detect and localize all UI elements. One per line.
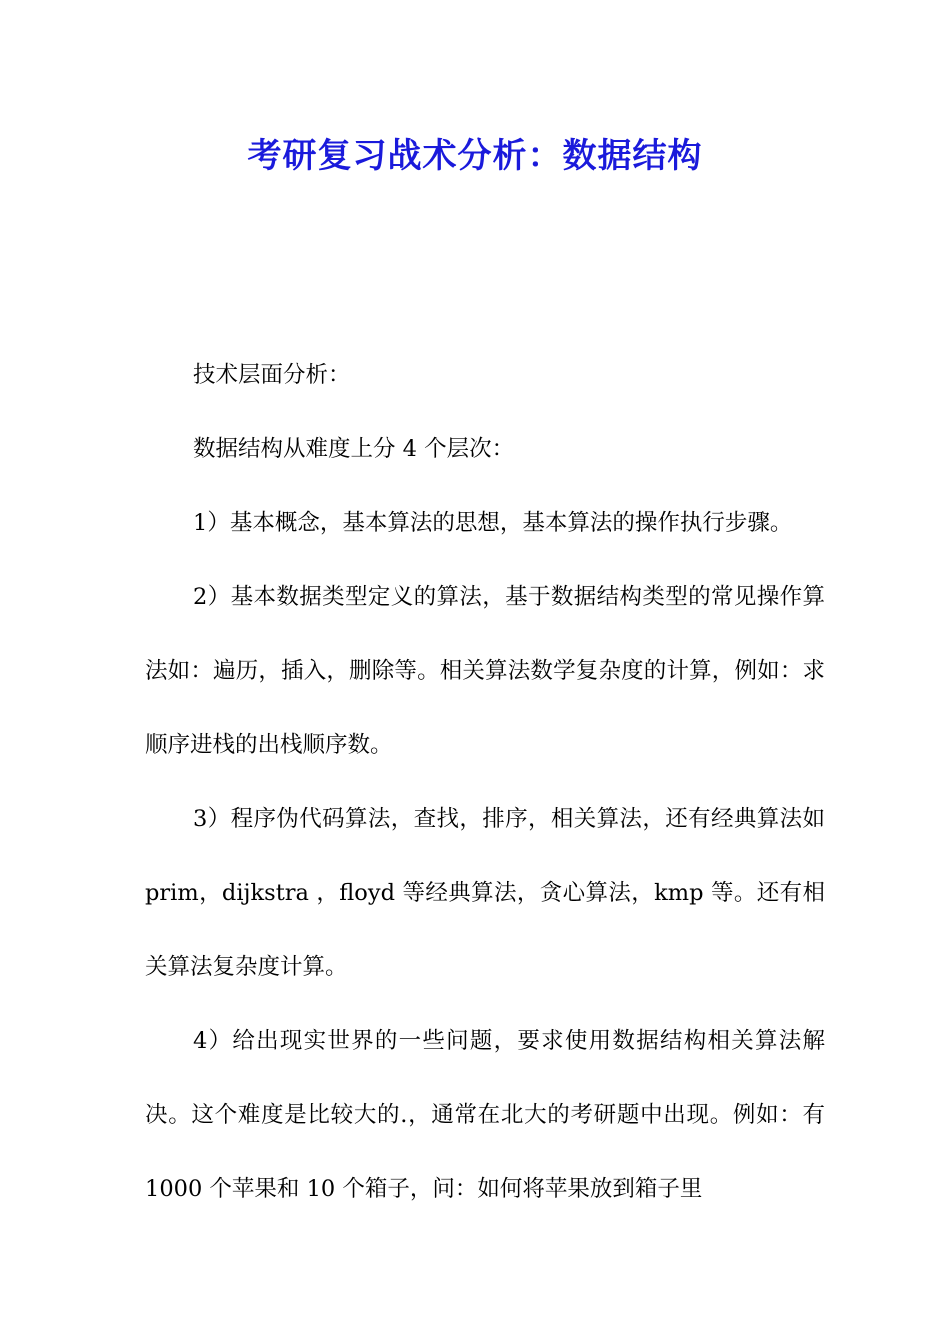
paragraph-technical-analysis: 技术层面分析： (193, 362, 351, 388)
paragraph-level-2: 2）基本数据类型定义的算法，基于数据结构类型的常见操作算法如：遍历，插入，删除等。相关算法数学复杂度的计算，例如：求顺序进栈的出栈顺序数。 (145, 584, 825, 758)
paragraph-level-4: 4）给出现实世界的一些问题，要求使用数据结构相关算法解决。这个难度是比较大的.，通常在北大的考研题中出现。例如：有 1000 个苹果和 10 个箱子，问：如何将苹果放到箱子里 (145, 1028, 825, 1202)
paragraph-level-3: 3）程序伪代码算法，查找，排序，相关算法，还有经典算法如 prim，dijkstra ，floyd 等经典算法，贪心算法，kmp 等。还有相关算法复杂度计算。 (145, 806, 825, 980)
paragraph-difficulty-levels: 数据结构从难度上分 4 个层次： (193, 436, 515, 462)
document-title: 考研复习战术分析：数据结构 (247, 136, 703, 176)
paragraph-level-1: 1）基本概念，基本算法的思想，基本算法的操作执行步骤。 (193, 510, 793, 536)
document-body (145, 338, 825, 1226)
